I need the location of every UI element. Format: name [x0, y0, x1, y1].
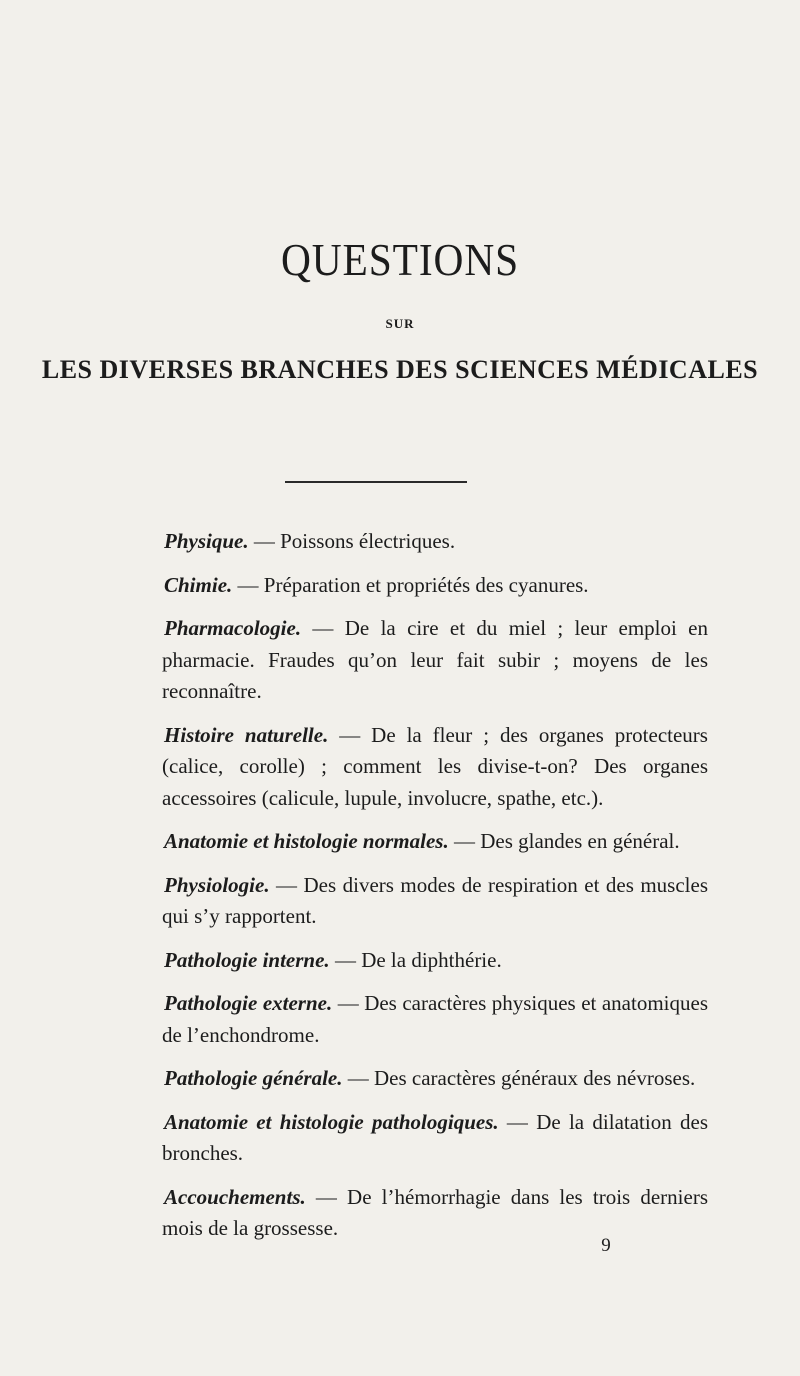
question-subject: Pathologie générale. — [164, 1066, 343, 1090]
question-subject: Physiologie. — [164, 872, 270, 897]
page-title: QUESTIONS — [280, 234, 520, 285]
question-subject: Pathologie interne. — [164, 947, 330, 972]
question-text: — Des caractères généraux des névroses. — [342, 1066, 696, 1090]
question-subject: Accouchements. — [164, 1184, 306, 1209]
question-entry-physique — [162, 526, 708, 558]
question-subject: Histoire naturelle. — [164, 722, 329, 747]
question-subject: Chimie. — [164, 572, 233, 597]
page-number: 9 — [601, 1235, 611, 1256]
question-entry-pharmacologie — [162, 613, 708, 708]
question-subject: Physique. — [164, 529, 249, 553]
question-text: — De la diphthérie. — [329, 947, 502, 972]
question-entry-pathologie-interne — [162, 945, 708, 977]
page-subtitle: LES DIVERSES BRANCHES DES SCIENCES MÉDICALES — [41, 355, 759, 384]
question-text: — Des divers modes de respiration et des muscles qui s’y rapportent. — [162, 872, 708, 928]
question-text: — De la dilatation des bronches. — [162, 1109, 709, 1165]
question-text: — Préparation et propriétés des cyanures. — [232, 572, 589, 597]
question-text: — Des glandes en général. — [448, 829, 680, 853]
question-subject: Anatomie et histologie pathologiques. — [164, 1109, 499, 1134]
question-entry-pathologie-generale — [162, 1063, 708, 1095]
question-text: — De la cire et du miel ; leur emploi en pharmacie. Fraudes qu’on leur fait subir ; moyens de les reconnaître. — [162, 616, 708, 703]
question-text: — Des caractères physiques et anatomiques de l’enchondrome. — [162, 991, 708, 1047]
question-text: — De l’hémorrhagie dans les trois derniers mois de la grossesse. — [162, 1184, 708, 1240]
question-subject: Pharmacologie. — [164, 616, 302, 640]
question-text: — De la fleur ; des organes protecteurs (calice, corolle) ; comment les divise-t-on? Des organes accessoires (calicule, lupule, involucre, spathe, etc.). — [162, 722, 708, 810]
question-entry-physiologie — [162, 870, 708, 933]
question-subject: Anatomie et histologie normales. — [164, 829, 449, 853]
question-entry-anatomie-pathologique — [162, 1107, 708, 1170]
title-connector: SUR — [385, 316, 415, 331]
question-entry-accouchements — [162, 1182, 708, 1245]
questions-list — [162, 526, 708, 1257]
question-subject: Pathologie externe. — [164, 991, 333, 1015]
section-divider — [285, 481, 467, 483]
question-entry-chimie — [162, 570, 708, 602]
question-entry-histoire-naturelle — [162, 720, 708, 815]
question-text: — Poissons électriques. — [248, 529, 456, 553]
question-entry-pathologie-externe — [162, 988, 708, 1051]
question-entry-anatomie — [162, 826, 708, 858]
